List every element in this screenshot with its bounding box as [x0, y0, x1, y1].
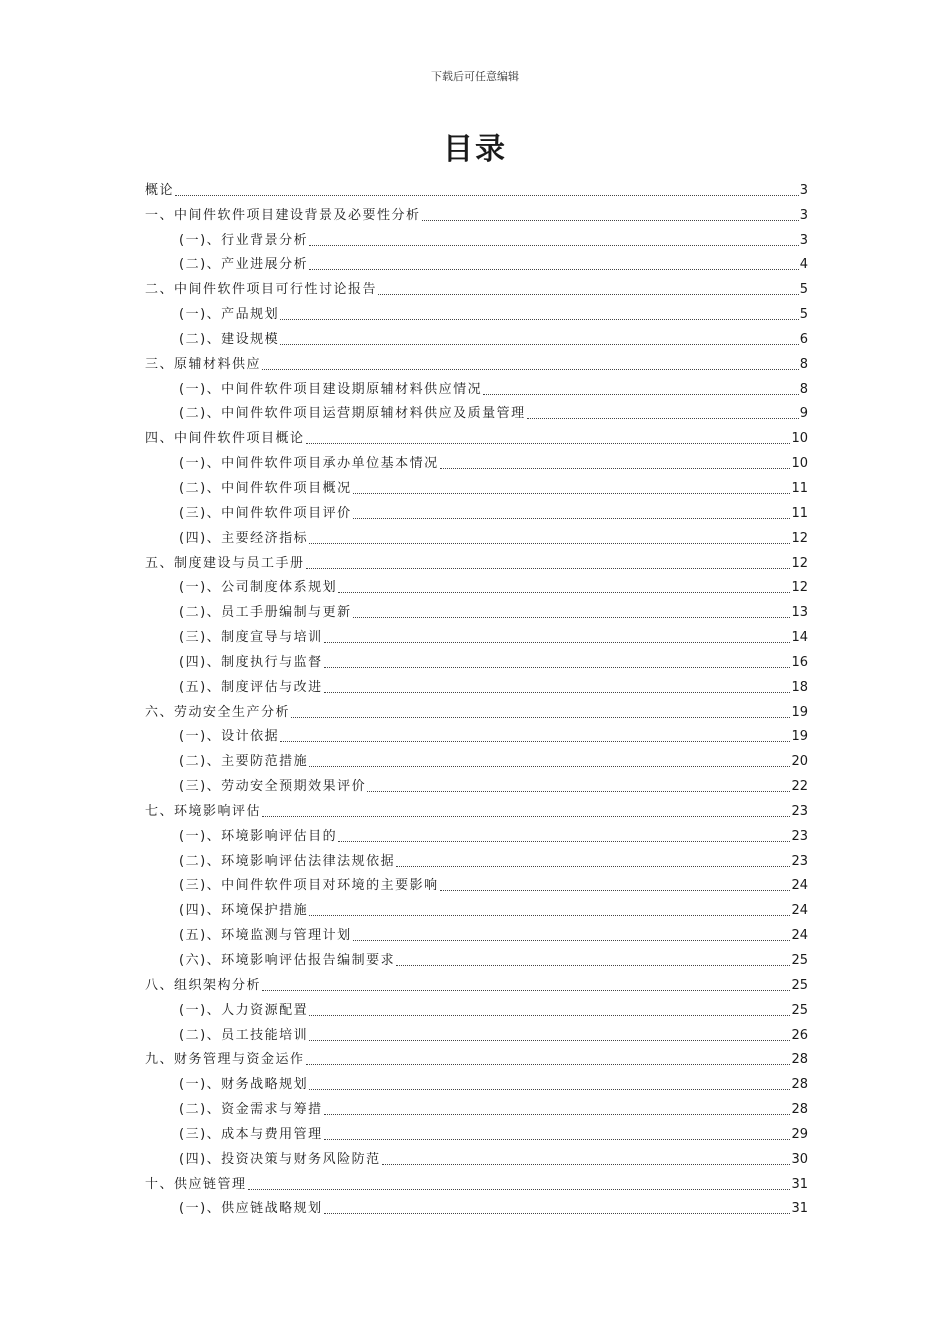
toc-entry-page: 28	[791, 1077, 808, 1093]
toc-dot-leader	[291, 717, 790, 718]
toc-entry-page: 12	[791, 580, 808, 596]
toc-entry-page: 20	[791, 754, 808, 770]
header-note: 下载后可任意编辑	[431, 70, 519, 83]
toc-entry[interactable]	[145, 597, 808, 622]
toc-title: 目录	[443, 132, 507, 167]
toc-entry-page: 5	[799, 282, 808, 298]
toc-entry-page: 29	[791, 1126, 808, 1142]
toc-entry[interactable]	[145, 250, 808, 275]
toc-entry-page: 26	[791, 1027, 808, 1043]
toc-entry-label: (四)、主要经济指标	[179, 530, 309, 546]
toc-entry[interactable]	[145, 995, 808, 1020]
toc-entry-label: (一)、人力资源配置	[179, 1002, 309, 1018]
toc-entry[interactable]	[145, 399, 808, 424]
toc-entry[interactable]	[145, 796, 808, 821]
toc-entry[interactable]	[145, 473, 808, 498]
toc-entry-label: (五)、制度评估与改进	[179, 679, 323, 695]
toc-entry-label: (一)、设计依据	[179, 729, 280, 745]
toc-dot-leader	[309, 1089, 790, 1090]
toc-entry-page: 8	[799, 381, 808, 397]
toc-dot-leader	[396, 866, 790, 867]
toc-entry[interactable]	[145, 697, 808, 722]
toc-entry-page: 12	[791, 530, 808, 546]
toc-entry-label: (二)、员工手册编制与更新	[179, 605, 352, 621]
toc-dot-leader	[324, 1139, 791, 1140]
toc-dot-leader	[306, 443, 791, 444]
toc-entry[interactable]	[145, 945, 808, 970]
toc-entry-page: 19	[791, 704, 808, 720]
toc-dot-leader	[353, 940, 791, 941]
toc-entry[interactable]	[145, 895, 808, 920]
toc-entry[interactable]	[145, 175, 808, 200]
toc-dot-leader	[262, 990, 790, 991]
toc-entry-page: 12	[791, 555, 808, 571]
toc-dot-leader	[382, 1164, 791, 1165]
toc-entry-label: 七、环境影响评估	[145, 803, 262, 819]
toc-dot-leader	[280, 319, 799, 320]
toc-dot-leader	[280, 741, 790, 742]
toc-entry[interactable]	[145, 871, 808, 896]
toc-entry-label: (二)、产业进展分析	[179, 257, 309, 273]
toc-entry-label: 九、财务管理与资金运作	[145, 1052, 305, 1068]
toc-entry[interactable]	[145, 324, 808, 349]
toc-entry-page: 22	[791, 779, 808, 795]
toc-entry-page: 9	[799, 406, 808, 422]
toc-entry-page: 25	[791, 953, 808, 968]
toc-entry[interactable]	[145, 573, 808, 598]
toc-entry-label: (四)、投资决策与财务风险防范	[179, 1151, 381, 1167]
toc-entry-label: (二)、资金需求与筹措	[179, 1102, 323, 1118]
toc-entry[interactable]	[145, 423, 808, 448]
toc-entry-page: 23	[791, 828, 808, 844]
toc-entry-page: 25	[791, 1002, 808, 1018]
toc-entry[interactable]	[145, 1144, 808, 1169]
toc-entry-label: (三)、劳动安全预期效果评价	[179, 779, 367, 795]
toc-entry-page: 30	[791, 1151, 808, 1167]
toc-dot-leader	[422, 220, 799, 221]
toc-entry-label: (二)、环境影响评估法律法规依据	[179, 853, 396, 869]
toc-dot-leader	[306, 568, 791, 569]
toc-entry[interactable]	[145, 548, 808, 573]
toc-entry[interactable]	[145, 846, 808, 871]
toc-dot-leader	[338, 592, 790, 593]
toc-dot-leader	[309, 245, 799, 246]
toc-entry-label: (一)、产品规划	[179, 307, 280, 323]
toc-dot-leader	[306, 1064, 791, 1065]
toc-entry-label: (二)、主要防范措施	[179, 754, 309, 770]
toc-entry[interactable]	[145, 1119, 808, 1144]
toc-entry-label: (一)、中间件软件项目建设期原辅材料供应情况	[179, 381, 483, 397]
toc-entry-label: 六、劳动安全生产分析	[145, 704, 291, 720]
toc-entry[interactable]	[145, 349, 808, 374]
toc-entry-page: 6	[799, 331, 808, 347]
toc-entry-page: 10	[791, 456, 808, 472]
toc-dot-leader	[280, 344, 799, 345]
toc-entry[interactable]	[145, 1069, 808, 1094]
toc-entry-label: 八、组织架构分析	[145, 977, 262, 993]
toc-entry-label: 四、中间件软件项目概论	[145, 431, 305, 447]
toc-entry-page: 3	[799, 232, 808, 248]
toc-dot-leader	[353, 617, 791, 618]
toc-entry-page: 4	[799, 257, 808, 273]
toc-entry[interactable]	[145, 1020, 808, 1045]
toc-dot-leader	[175, 195, 799, 196]
toc-entry-label: (二)、员工技能培训	[179, 1027, 309, 1043]
toc-entry-page: 23	[791, 803, 808, 819]
toc-dot-leader	[338, 841, 790, 842]
toc-entry-page: 18	[791, 679, 808, 695]
toc-entry-page: 31	[791, 1176, 808, 1192]
toc-entry[interactable]	[145, 622, 808, 647]
toc-dot-leader	[309, 915, 790, 916]
toc-entry-label: (三)、制度宣导与培训	[179, 630, 323, 646]
toc-entry-page: 3	[799, 182, 808, 198]
toc-dot-leader	[367, 791, 790, 792]
toc-entry-label: (三)、成本与费用管理	[179, 1126, 323, 1142]
toc-dot-leader	[396, 965, 790, 966]
toc-entry-page: 8	[799, 356, 808, 372]
toc-entry[interactable]	[145, 274, 808, 299]
toc-dot-leader	[262, 816, 790, 817]
toc-entry-label: 二、中间件软件项目可行性讨论报告	[145, 282, 378, 298]
toc-entry[interactable]	[145, 920, 808, 945]
toc-entry-label: (三)、中间件软件项目评价	[179, 505, 352, 521]
toc-entry[interactable]	[145, 722, 808, 747]
toc-entry[interactable]	[145, 970, 808, 995]
toc-entry-label: (二)、中间件软件项目运营期原辅材料供应及质量管理	[179, 406, 526, 422]
toc-entry[interactable]	[145, 448, 808, 473]
toc-entry-label: 三、原辅材料供应	[145, 356, 262, 372]
toc-dot-leader	[309, 1040, 790, 1041]
toc-entry-page: 14	[791, 630, 808, 646]
toc-entry-label: (一)、财务战略规划	[179, 1077, 309, 1093]
toc-entry[interactable]	[145, 225, 808, 250]
toc-entry-label: (一)、中间件软件项目承办单位基本情况	[179, 456, 439, 472]
toc-entry[interactable]	[145, 821, 808, 846]
toc-entry-label: (三)、中间件软件项目对环境的主要影响	[179, 878, 439, 894]
toc-dot-leader	[440, 468, 791, 469]
toc-entry-page: 11	[791, 505, 808, 521]
toc-entry[interactable]	[145, 1169, 808, 1194]
toc-dot-leader	[324, 667, 791, 668]
toc-dot-leader	[248, 1189, 791, 1190]
toc-dot-leader	[353, 518, 791, 519]
toc-dot-leader	[483, 394, 799, 395]
toc-dot-leader	[324, 1114, 791, 1115]
toc-entry-page: 25	[791, 977, 808, 993]
toc-entry-label: (一)、公司制度体系规划	[179, 580, 338, 596]
toc-entry[interactable]	[145, 299, 808, 324]
table-of-contents	[145, 175, 808, 1218]
toc-entry[interactable]	[145, 647, 808, 672]
toc-entry-label: (一)、行业背景分析	[179, 232, 309, 248]
toc-entry[interactable]	[145, 523, 808, 548]
toc-entry[interactable]	[145, 200, 808, 225]
toc-entry[interactable]	[145, 1194, 808, 1219]
toc-entry-page: 10	[791, 431, 808, 447]
toc-entry-page: 16	[791, 654, 808, 670]
toc-entry-label: (四)、环境保护措施	[179, 903, 309, 919]
toc-entry-label: (二)、中间件软件项目概况	[179, 480, 352, 496]
toc-entry-label: (一)、环境影响评估目的	[179, 828, 338, 844]
toc-entry-page: 28	[791, 1102, 808, 1118]
toc-entry-label: (一)、供应链战略规划	[179, 1201, 323, 1217]
toc-entry[interactable]	[145, 1045, 808, 1070]
toc-dot-leader	[324, 692, 791, 693]
toc-dot-leader	[309, 766, 790, 767]
toc-entry-page: 24	[791, 903, 808, 919]
toc-entry[interactable]	[145, 771, 808, 796]
toc-dot-leader	[309, 269, 799, 270]
toc-entry[interactable]	[145, 498, 808, 523]
toc-entry[interactable]	[145, 746, 808, 771]
toc-dot-leader	[353, 493, 791, 494]
toc-entry-page: 31	[791, 1201, 808, 1217]
toc-entry-page: 23	[791, 853, 808, 869]
toc-entry-label: (二)、建设规模	[179, 331, 280, 347]
toc-entry-page: 24	[791, 928, 808, 944]
toc-entry[interactable]	[145, 374, 808, 399]
toc-entry-label: 概论	[145, 182, 175, 198]
toc-dot-leader	[262, 369, 799, 370]
toc-dot-leader	[324, 642, 791, 643]
toc-dot-leader	[324, 1213, 791, 1214]
toc-entry-page: 24	[791, 878, 808, 894]
toc-entry-label: 十、供应链管理	[145, 1176, 247, 1192]
toc-entry-label: (四)、制度执行与监督	[179, 654, 323, 670]
toc-entry[interactable]	[145, 672, 808, 697]
toc-entry[interactable]	[145, 1094, 808, 1119]
toc-dot-leader	[527, 418, 799, 419]
toc-entry-label: 一、中间件软件项目建设背景及必要性分析	[145, 207, 421, 223]
toc-entry-label: 五、制度建设与员工手册	[145, 555, 305, 571]
toc-dot-leader	[309, 543, 790, 544]
toc-entry-page: 28	[791, 1052, 808, 1068]
toc-entry-label: (六)、环境影响评估报告编制要求	[179, 953, 396, 968]
toc-dot-leader	[309, 1015, 790, 1016]
toc-entry-page: 3	[799, 207, 808, 223]
toc-entry-page: 11	[791, 480, 808, 496]
toc-entry-page: 13	[791, 605, 808, 621]
toc-entry-page: 5	[799, 307, 808, 323]
toc-entry-label: (五)、环境监测与管理计划	[179, 928, 352, 944]
toc-dot-leader	[440, 890, 791, 891]
toc-entry-page: 19	[791, 729, 808, 745]
toc-dot-leader	[378, 294, 799, 295]
